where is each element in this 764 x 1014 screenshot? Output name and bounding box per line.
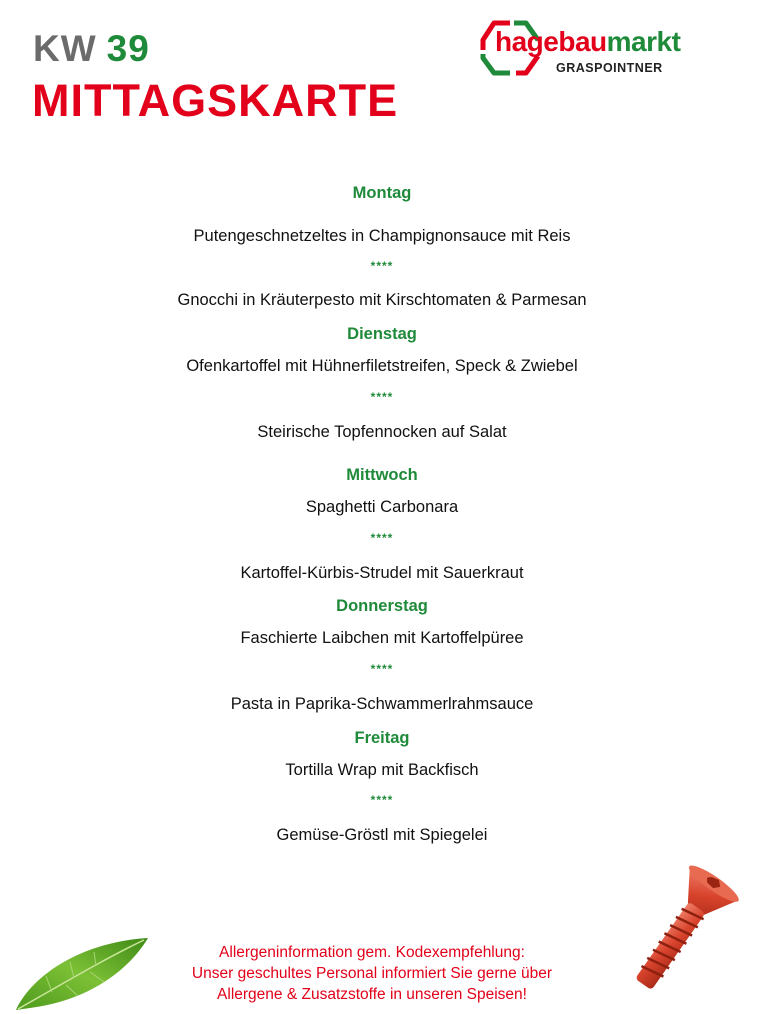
leaf-image bbox=[12, 930, 152, 1014]
logo-brand-hagebau: hagebau bbox=[495, 26, 607, 57]
allergen-line-1: Allergeninformation gem. Kodexempfehlung: bbox=[219, 944, 525, 961]
allergen-line-3: Allergene & Zusatzstoffe in unseren Speisen! bbox=[217, 986, 527, 1003]
dish-donnerstag-1: Faschierte Laibchen mit Kartoffelpüree bbox=[240, 629, 524, 647]
separator: **** bbox=[370, 531, 394, 545]
dish-dienstag-2: Steirische Topfennocken auf Salat bbox=[257, 423, 507, 441]
dish-freitag-2: Gemüse-Gröstl mit Spiegelei bbox=[276, 826, 488, 844]
dish-dienstag-1: Ofenkartoffel mit Hühnerfiletstreifen, Speck & Zwiebel bbox=[186, 357, 578, 375]
separator: **** bbox=[370, 259, 394, 273]
day-montag: Montag bbox=[352, 184, 412, 202]
dish-montag-2: Gnocchi in Kräuterpesto mit Kirschtomaten & Parmesan bbox=[177, 291, 587, 309]
separator: **** bbox=[370, 390, 394, 404]
kw-number: 39 bbox=[106, 28, 150, 69]
page-title: MITTAGSKARTE bbox=[32, 75, 399, 126]
dish-mittwoch-1: Spaghetti Carbonara bbox=[305, 498, 459, 516]
dish-donnerstag-2: Pasta in Paprika-Schwammerlrahmsauce bbox=[230, 695, 534, 713]
logo-subtitle: GRASPOINTNER bbox=[556, 61, 663, 75]
hagebaumarkt-logo bbox=[480, 18, 740, 78]
logo-brand-markt: markt bbox=[606, 26, 681, 57]
day-dienstag: Dienstag bbox=[347, 325, 417, 343]
kw-label: KW bbox=[33, 28, 97, 69]
separator: **** bbox=[370, 662, 394, 676]
dish-mittwoch-2: Kartoffel-Kürbis-Strudel mit Sauerkraut bbox=[240, 564, 524, 582]
dish-montag-1: Putengeschnetzeltes in Champignonsauce mit Reis bbox=[193, 227, 571, 245]
screw-image bbox=[610, 862, 750, 1002]
day-freitag: Freitag bbox=[354, 729, 410, 747]
day-donnerstag: Donnerstag bbox=[336, 597, 428, 615]
week-label bbox=[33, 30, 150, 67]
logo-brand bbox=[495, 28, 680, 56]
separator: **** bbox=[370, 793, 394, 807]
allergen-line-2: Unser geschultes Personal informiert Sie gerne über bbox=[191, 965, 553, 982]
day-mittwoch: Mittwoch bbox=[346, 466, 418, 484]
allergen-notice bbox=[140, 942, 604, 1005]
dish-freitag-1: Tortilla Wrap mit Backfisch bbox=[285, 761, 479, 779]
